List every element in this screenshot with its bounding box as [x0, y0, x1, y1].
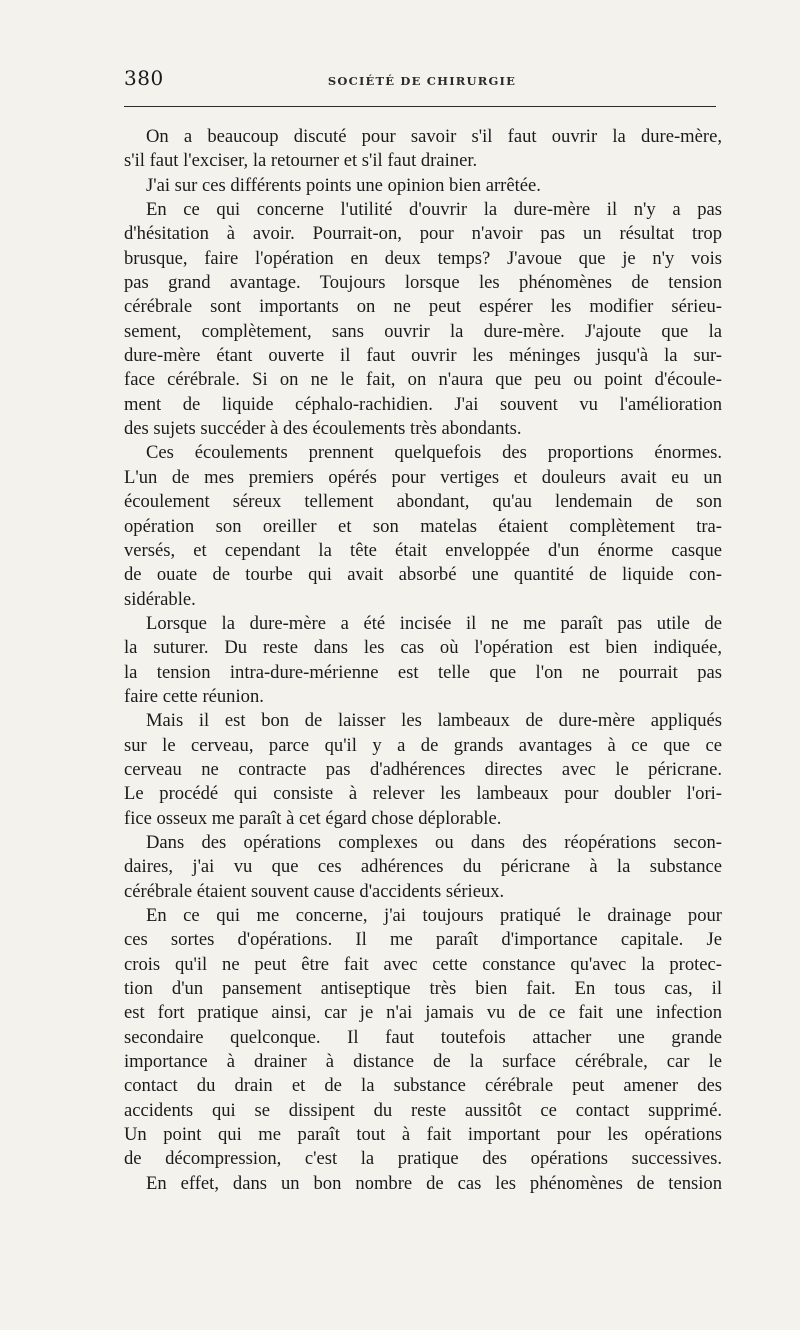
text-line: ment de liquide céphalo-rachidien. J'ai souvent vu l'amélioration	[124, 393, 722, 415]
text-line: On a beaucoup discuté pour savoir s'il faut ouvrir la dure-mère,	[146, 126, 722, 147]
page-number: 380	[124, 66, 164, 90]
text-line: Ces écoulements prennent quelquefois des proportions énormes.	[146, 442, 722, 464]
text-line: opération son oreiller et son matelas étaient complètement tra-	[124, 515, 722, 537]
text-line: cérébrale sont importants on ne peut espérer les modifier sérieu-	[124, 296, 722, 318]
text-line: En ce qui me concerne, j'ai toujours pratiqué le drainage pour	[146, 905, 722, 926]
text-line: d'hésitation à avoir. Pourrait-on, pour n'avoir pas un résultat trop	[124, 223, 722, 245]
text-line: Dans des opérations complexes ou dans des réopérations secon-	[146, 831, 722, 853]
text-line: En effet, dans un bon nombre de cas les phénomènes de tension	[146, 1172, 722, 1194]
text-line: la suturer. Du reste dans les cas où l'opération est bien indiquée,	[124, 637, 722, 659]
text-line: la tension intra-dure-mérienne est telle que l'on ne pourrait pas	[124, 661, 722, 683]
text-line: L'un de mes premiers opérés pour vertiges et douleurs avait eu un	[124, 466, 722, 488]
text-line: des sujets succéder à des écoulements très abondants.	[124, 418, 522, 440]
text-line: brusque, faire l'opération en deux temps? J'avoue que je n'y vois	[124, 247, 722, 269]
text-line: sidérable.	[124, 588, 196, 610]
text-line: ces sortes d'opérations. Il me paraît d'importance capitale. Je	[124, 929, 722, 951]
page-header	[124, 66, 720, 96]
text-line: faire cette réunion.	[124, 685, 264, 707]
text-line: s'il faut l'exciser, la retourner et s'il faut drainer.	[124, 150, 478, 172]
text-line: de décompression, c'est la pratique des opérations successives.	[124, 1148, 722, 1170]
text-line: Mais il est bon de laisser les lambeaux de dure-mère appliqués	[146, 710, 722, 732]
text-line: J'ai sur ces différents points une opinion bien arrêtée.	[146, 174, 541, 196]
text-line: sur le cerveau, parce qu'il y a de grands avantages à ce que ce	[124, 734, 722, 756]
text-line: écoulement séreux tellement abondant, qu'au lendemain de son	[124, 491, 722, 513]
text-line: crois qu'il ne peut être fait avec cette constance qu'avec la protec-	[124, 953, 722, 975]
text-line: pas grand avantage. Toujours lorsque les phénomènes de tension	[124, 272, 722, 294]
running-title: SOCIÉTÉ DE CHIRURGIE	[327, 74, 517, 88]
text-line: de ouate de tourbe qui avait absorbé une quantité de liquide con-	[124, 564, 722, 586]
text-line: Un point qui me paraît tout à fait important pour les opérations	[124, 1124, 722, 1146]
text-line: daires, j'ai vu que ces adhérences du péricrane à la substance	[124, 856, 722, 878]
text-line: sement, complètement, sans ouvrir la dure-mère. J'ajoute que la	[124, 320, 722, 342]
text-line: accidents qui se dissipent du reste aussitôt ce contact supprimé.	[124, 1099, 722, 1121]
text-line: secondaire quelconque. Il faut toutefois attacher une grande	[124, 1026, 722, 1048]
text-line: tion d'un pansement antiseptique très bien fait. En tous cas, il	[124, 978, 722, 1000]
text-line: cerveau ne contracte pas d'adhérences directes avec le péricrane.	[124, 758, 722, 780]
text-line: face cérébrale. Si on ne le fait, on n'aura que peu ou point d'écoule-	[124, 369, 722, 391]
body-text	[124, 125, 722, 1196]
text-line: Lorsque la dure-mère a été incisée il ne me paraît pas utile de	[146, 612, 722, 634]
text-line: fice osseux me paraît à cet égard chose déplorable.	[124, 807, 502, 829]
header-rule	[124, 106, 716, 107]
text-line: contact du drain et de la substance cérébrale peut amener des	[124, 1075, 722, 1097]
text-line: cérébrale étaient souvent cause d'accidents sérieux.	[124, 880, 505, 902]
text-line: dure-mère étant ouverte il faut ouvrir les méninges jusqu'à la sur-	[124, 345, 722, 367]
text-line: En ce qui concerne l'utilité d'ouvrir la dure-mère il n'y a pas	[146, 199, 722, 221]
text-line: importance à drainer à distance de la surface cérébrale, car le	[124, 1051, 722, 1073]
text-line: versés, et cependant la tête était enveloppée d'un énorme casque	[124, 539, 722, 561]
text-line: est fort pratique ainsi, car je n'ai jamais vu de ce fait une infection	[124, 1002, 722, 1024]
text-line: Le procédé qui consiste à relever les lambeaux pour doubler l'ori-	[124, 783, 722, 805]
